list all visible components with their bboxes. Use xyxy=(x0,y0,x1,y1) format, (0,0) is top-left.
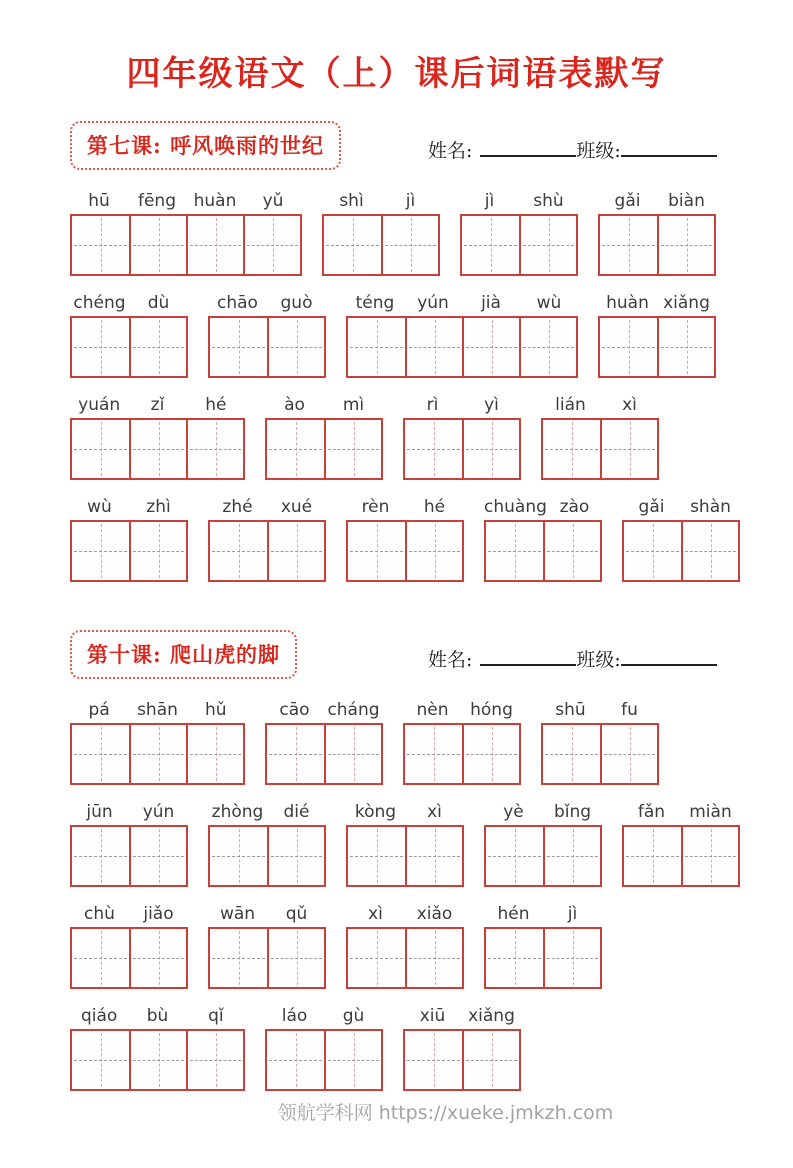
writing-cell[interactable] xyxy=(405,1031,462,1089)
writing-grid xyxy=(622,825,740,887)
pinyin-line xyxy=(598,293,716,313)
pinyin-syllable: hū xyxy=(88,191,110,211)
writing-cell[interactable] xyxy=(462,318,519,376)
pinyin-line xyxy=(70,904,188,924)
pinyin-syllable: jì xyxy=(405,191,416,211)
pinyin-syllable: yún xyxy=(417,293,449,313)
pinyin-syllable: gǎi xyxy=(638,497,665,517)
word-group xyxy=(322,191,440,276)
writing-cell[interactable] xyxy=(129,522,186,580)
writing-cell[interactable] xyxy=(186,725,243,783)
pinyin-syllable: xì xyxy=(368,904,383,924)
pinyin-syllable: gù xyxy=(342,1006,365,1026)
pinyin-syllable: dù xyxy=(147,293,170,313)
pinyin-line xyxy=(265,1006,383,1026)
writing-cell[interactable] xyxy=(72,725,129,783)
writing-cell[interactable] xyxy=(486,522,543,580)
pinyin-line xyxy=(484,802,602,822)
word-group xyxy=(346,293,578,378)
pinyin-syllable: shù xyxy=(533,191,564,211)
writing-cell[interactable] xyxy=(462,725,519,783)
writing-grid xyxy=(541,418,659,480)
pinyin-syllable: jià xyxy=(481,293,501,313)
writing-cell[interactable] xyxy=(210,929,267,987)
pinyin-line xyxy=(70,191,302,211)
writing-cell[interactable] xyxy=(324,216,381,274)
writing-cell[interactable] xyxy=(624,522,681,580)
pinyin-syllable: gǎi xyxy=(614,191,641,211)
writing-cell[interactable] xyxy=(186,420,243,478)
writing-grid xyxy=(208,825,326,887)
writing-cell[interactable] xyxy=(129,420,186,478)
pinyin-line xyxy=(208,293,326,313)
word-group xyxy=(346,497,464,582)
word-row xyxy=(70,904,753,989)
writing-cell[interactable] xyxy=(348,929,405,987)
pinyin-syllable: fēng xyxy=(137,191,176,211)
pinyin-syllable: hén xyxy=(497,904,530,924)
pinyin-syllable: yuán xyxy=(78,395,121,415)
word-group xyxy=(70,904,188,989)
writing-cell[interactable] xyxy=(486,827,543,885)
pinyin-line xyxy=(322,191,440,211)
pinyin-syllable: cháng xyxy=(327,700,380,720)
pinyin-syllable: fǎn xyxy=(637,802,666,822)
writing-cell[interactable] xyxy=(210,318,267,376)
writing-cell[interactable] xyxy=(324,725,381,783)
word-group xyxy=(598,191,716,276)
lesson-section-7 xyxy=(70,121,753,582)
writing-cell[interactable] xyxy=(186,216,243,274)
writing-cell[interactable] xyxy=(72,827,129,885)
pinyin-line xyxy=(622,802,740,822)
pinyin-syllable: hé xyxy=(423,497,446,517)
writing-grid xyxy=(208,927,326,989)
pinyin-syllable: bǐng xyxy=(553,802,592,822)
pinyin-line xyxy=(484,497,602,517)
pinyin-line xyxy=(541,700,659,720)
writing-cell[interactable] xyxy=(267,929,324,987)
writing-cell[interactable] xyxy=(405,929,462,987)
writing-cell[interactable] xyxy=(381,216,438,274)
writing-grid xyxy=(346,316,578,378)
writing-cell[interactable] xyxy=(72,929,129,987)
section-header xyxy=(70,630,753,676)
pinyin-syllable: jiǎo xyxy=(143,904,174,924)
writing-grid xyxy=(265,1029,383,1091)
word-row xyxy=(70,293,753,378)
word-row xyxy=(70,700,753,785)
pinyin-syllable: shū xyxy=(555,700,586,720)
pinyin-syllable: jūn xyxy=(86,802,113,822)
word-group xyxy=(541,700,659,785)
writing-cell[interactable] xyxy=(462,216,519,274)
writing-grid xyxy=(70,1029,245,1091)
pinyin-syllable: cāo xyxy=(279,700,310,720)
pinyin-syllable: qiáo xyxy=(80,1006,118,1026)
pinyin-line xyxy=(265,700,383,720)
word-group xyxy=(598,293,716,378)
pinyin-line xyxy=(622,497,740,517)
writing-grid xyxy=(346,927,464,989)
writing-grid xyxy=(70,927,188,989)
pinyin-syllable: wù xyxy=(87,497,112,517)
word-group xyxy=(484,904,602,989)
name-field[interactable] xyxy=(480,145,576,157)
pinyin-syllable: xiǎo xyxy=(416,904,453,924)
writing-grid xyxy=(541,723,659,785)
pinyin-syllable: rì xyxy=(426,395,439,415)
word-group xyxy=(70,191,302,276)
pinyin-syllable: xiǎng xyxy=(663,293,710,313)
pinyin-line xyxy=(70,395,245,415)
pinyin-syllable: shān xyxy=(137,700,178,720)
writing-cell[interactable] xyxy=(543,420,600,478)
writing-cell[interactable] xyxy=(405,725,462,783)
pinyin-syllable: guò xyxy=(280,293,313,313)
writing-cell[interactable] xyxy=(657,318,714,376)
pinyin-syllable: zǐ xyxy=(150,395,165,415)
word-group xyxy=(70,293,188,378)
word-row xyxy=(70,1006,753,1091)
pinyin-syllable: chuàng xyxy=(484,497,547,517)
writing-cell[interactable] xyxy=(267,827,324,885)
pinyin-line xyxy=(70,293,188,313)
writing-cell[interactable] xyxy=(267,318,324,376)
word-group xyxy=(484,802,602,887)
writing-cell[interactable] xyxy=(543,827,600,885)
word-group xyxy=(484,497,602,582)
pinyin-syllable: zhì xyxy=(146,497,171,517)
writing-cell[interactable] xyxy=(267,1031,324,1089)
pinyin-syllable: huàn xyxy=(606,293,649,313)
pinyin-line xyxy=(70,802,188,822)
pinyin-syllable: qǐ xyxy=(208,1006,224,1026)
word-group xyxy=(208,497,326,582)
writing-cell[interactable] xyxy=(210,827,267,885)
writing-grid xyxy=(322,214,440,276)
writing-cell[interactable] xyxy=(243,216,300,274)
lesson-title-badge: 第七课: 呼风唤雨的世纪 xyxy=(70,121,341,170)
pinyin-syllable: láo xyxy=(281,1006,308,1026)
pinyin-syllable: xiū xyxy=(419,1006,446,1026)
writing-grid xyxy=(484,520,602,582)
word-group xyxy=(208,904,326,989)
writing-cell[interactable] xyxy=(186,1031,243,1089)
pinyin-line xyxy=(460,191,578,211)
word-group xyxy=(346,904,464,989)
word-row xyxy=(70,497,753,582)
writing-grid xyxy=(403,1029,521,1091)
writing-cell[interactable] xyxy=(72,1031,129,1089)
writing-grid xyxy=(208,520,326,582)
pinyin-syllable: wān xyxy=(219,904,256,924)
pinyin-line xyxy=(484,904,602,924)
word-group xyxy=(403,395,521,480)
pinyin-syllable: wù xyxy=(536,293,562,313)
class-label: 班级: xyxy=(576,649,621,671)
writing-grid xyxy=(208,316,326,378)
writing-cell[interactable] xyxy=(657,216,714,274)
word-group xyxy=(70,395,245,480)
writing-cell[interactable] xyxy=(543,522,600,580)
pinyin-line xyxy=(70,700,245,720)
writing-cell[interactable] xyxy=(324,1031,381,1089)
writing-grid xyxy=(484,825,602,887)
pinyin-line xyxy=(346,802,464,822)
writing-cell[interactable] xyxy=(72,216,129,274)
pinyin-syllable: xì xyxy=(427,802,442,822)
writing-cell[interactable] xyxy=(405,420,462,478)
pinyin-line xyxy=(70,497,188,517)
pinyin-syllable: hé xyxy=(205,395,227,415)
name-label: 姓名: xyxy=(428,649,473,671)
pinyin-syllable: zhé xyxy=(222,497,253,517)
class-field[interactable] xyxy=(621,145,717,157)
pinyin-line xyxy=(208,802,326,822)
pinyin-syllable: yǔ xyxy=(262,191,284,211)
lesson-title-badge: 第十课: 爬山虎的脚 xyxy=(70,630,297,679)
pinyin-syllable: huàn xyxy=(193,191,237,211)
pinyin-line xyxy=(208,497,326,517)
word-group xyxy=(208,802,326,887)
writing-cell[interactable] xyxy=(129,1031,186,1089)
writing-grid xyxy=(70,825,188,887)
writing-grid xyxy=(265,418,383,480)
word-group xyxy=(70,497,188,582)
pinyin-syllable: chéng xyxy=(73,293,126,313)
writing-cell[interactable] xyxy=(348,318,405,376)
word-rows xyxy=(70,191,753,582)
writing-grid xyxy=(70,723,245,785)
writing-cell[interactable] xyxy=(600,216,657,274)
writing-cell[interactable] xyxy=(267,725,324,783)
writing-grid xyxy=(598,214,716,276)
writing-cell[interactable] xyxy=(210,522,267,580)
pinyin-syllable: ào xyxy=(284,395,305,415)
pinyin-line xyxy=(541,395,659,415)
pinyin-line xyxy=(403,1006,521,1026)
pinyin-syllable: chù xyxy=(84,904,115,924)
pinyin-syllable: xué xyxy=(280,497,313,517)
writing-grid xyxy=(265,723,383,785)
pinyin-line xyxy=(346,904,464,924)
writing-cell[interactable] xyxy=(600,318,657,376)
pinyin-syllable: jì xyxy=(567,904,578,924)
word-group xyxy=(70,700,245,785)
word-group xyxy=(70,1006,245,1091)
word-row xyxy=(70,191,753,276)
writing-grid xyxy=(70,520,188,582)
pinyin-syllable: fu xyxy=(621,700,638,720)
writing-cell[interactable] xyxy=(348,827,405,885)
pinyin-syllable: pá xyxy=(88,700,110,720)
word-row xyxy=(70,802,753,887)
pinyin-line xyxy=(403,700,521,720)
page-title: 四年级语文（上）课后词语表默写 xyxy=(126,55,667,93)
pinyin-line xyxy=(208,904,326,924)
writing-grid xyxy=(460,214,578,276)
word-group xyxy=(70,802,188,887)
writing-cell[interactable] xyxy=(624,827,681,885)
writing-cell[interactable] xyxy=(129,318,186,376)
pinyin-syllable: jì xyxy=(484,191,495,211)
pinyin-syllable: kòng xyxy=(354,802,397,822)
pinyin-syllable: chāo xyxy=(217,293,258,313)
pinyin-line xyxy=(598,191,716,211)
pinyin-syllable: xì xyxy=(622,395,637,415)
writing-grid xyxy=(484,927,602,989)
word-row xyxy=(70,395,753,480)
word-group xyxy=(622,497,740,582)
writing-cell[interactable] xyxy=(405,827,462,885)
watermark-footer: 领航学科网 https://xueke.jmkzh.com xyxy=(277,1102,614,1124)
writing-grid xyxy=(70,214,302,276)
name-label: 姓名: xyxy=(428,140,473,162)
writing-cell[interactable] xyxy=(600,725,657,783)
pinyin-syllable: shì xyxy=(339,191,364,211)
word-group xyxy=(265,700,383,785)
pinyin-syllable: rèn xyxy=(361,497,390,517)
writing-cell[interactable] xyxy=(405,318,462,376)
writing-cell[interactable] xyxy=(462,420,519,478)
writing-cell[interactable] xyxy=(486,929,543,987)
word-group xyxy=(541,395,659,480)
writing-grid xyxy=(622,520,740,582)
writing-cell[interactable] xyxy=(129,929,186,987)
writing-cell[interactable] xyxy=(519,216,576,274)
name-class-line xyxy=(428,645,717,672)
class-label: 班级: xyxy=(576,140,621,162)
pinyin-line xyxy=(265,395,383,415)
pinyin-line xyxy=(346,293,578,313)
writing-cell[interactable] xyxy=(267,420,324,478)
pinyin-syllable: bù xyxy=(146,1006,169,1026)
pinyin-syllable: zhòng xyxy=(211,802,264,822)
writing-cell[interactable] xyxy=(462,1031,519,1089)
writing-grid xyxy=(403,418,521,480)
pinyin-syllable: biàn xyxy=(668,191,705,211)
pinyin-syllable: mì xyxy=(342,395,365,415)
writing-cell[interactable] xyxy=(519,318,576,376)
pinyin-syllable: shàn xyxy=(690,497,731,517)
writing-cell[interactable] xyxy=(543,725,600,783)
writing-cell[interactable] xyxy=(324,420,381,478)
pinyin-syllable: hǔ xyxy=(205,700,227,720)
lesson-section-10 xyxy=(70,630,753,1091)
writing-cell[interactable] xyxy=(129,827,186,885)
word-group xyxy=(346,802,464,887)
writing-grid xyxy=(403,723,521,785)
word-group xyxy=(622,802,740,887)
writing-grid xyxy=(70,418,245,480)
pinyin-line xyxy=(70,1006,245,1026)
writing-cell[interactable] xyxy=(600,420,657,478)
pinyin-syllable: yì xyxy=(484,395,499,415)
writing-grid xyxy=(346,520,464,582)
pinyin-syllable: xiǎng xyxy=(468,1006,515,1026)
writing-cell[interactable] xyxy=(129,216,186,274)
pinyin-syllable: lián xyxy=(555,395,586,415)
pinyin-syllable: zào xyxy=(559,497,590,517)
writing-cell[interactable] xyxy=(348,522,405,580)
pinyin-syllable: dié xyxy=(283,802,310,822)
writing-grid xyxy=(70,316,188,378)
name-field[interactable] xyxy=(480,654,576,666)
writing-cell[interactable] xyxy=(405,522,462,580)
writing-grid xyxy=(598,316,716,378)
writing-cell[interactable] xyxy=(72,420,129,478)
section-header xyxy=(70,121,753,167)
writing-cell[interactable] xyxy=(129,725,186,783)
pinyin-syllable: hóng xyxy=(470,700,513,720)
writing-cell[interactable] xyxy=(267,522,324,580)
writing-cell[interactable] xyxy=(681,827,738,885)
word-group xyxy=(460,191,578,276)
pinyin-syllable: miàn xyxy=(689,802,732,822)
writing-cell[interactable] xyxy=(72,318,129,376)
pinyin-line xyxy=(403,395,521,415)
name-class-line xyxy=(428,136,717,163)
writing-grid xyxy=(346,825,464,887)
pinyin-line xyxy=(346,497,464,517)
word-group xyxy=(265,1006,383,1091)
word-group xyxy=(403,1006,521,1091)
writing-cell[interactable] xyxy=(543,929,600,987)
writing-cell[interactable] xyxy=(72,522,129,580)
word-rows xyxy=(70,700,753,1091)
pinyin-syllable: qǔ xyxy=(285,904,308,924)
word-group xyxy=(403,700,521,785)
pinyin-syllable: yún xyxy=(142,802,175,822)
pinyin-syllable: téng xyxy=(355,293,395,313)
writing-cell[interactable] xyxy=(681,522,738,580)
word-group xyxy=(265,395,383,480)
word-group xyxy=(208,293,326,378)
class-field[interactable] xyxy=(621,654,717,666)
pinyin-syllable: nèn xyxy=(416,700,449,720)
pinyin-syllable: yè xyxy=(503,802,524,822)
